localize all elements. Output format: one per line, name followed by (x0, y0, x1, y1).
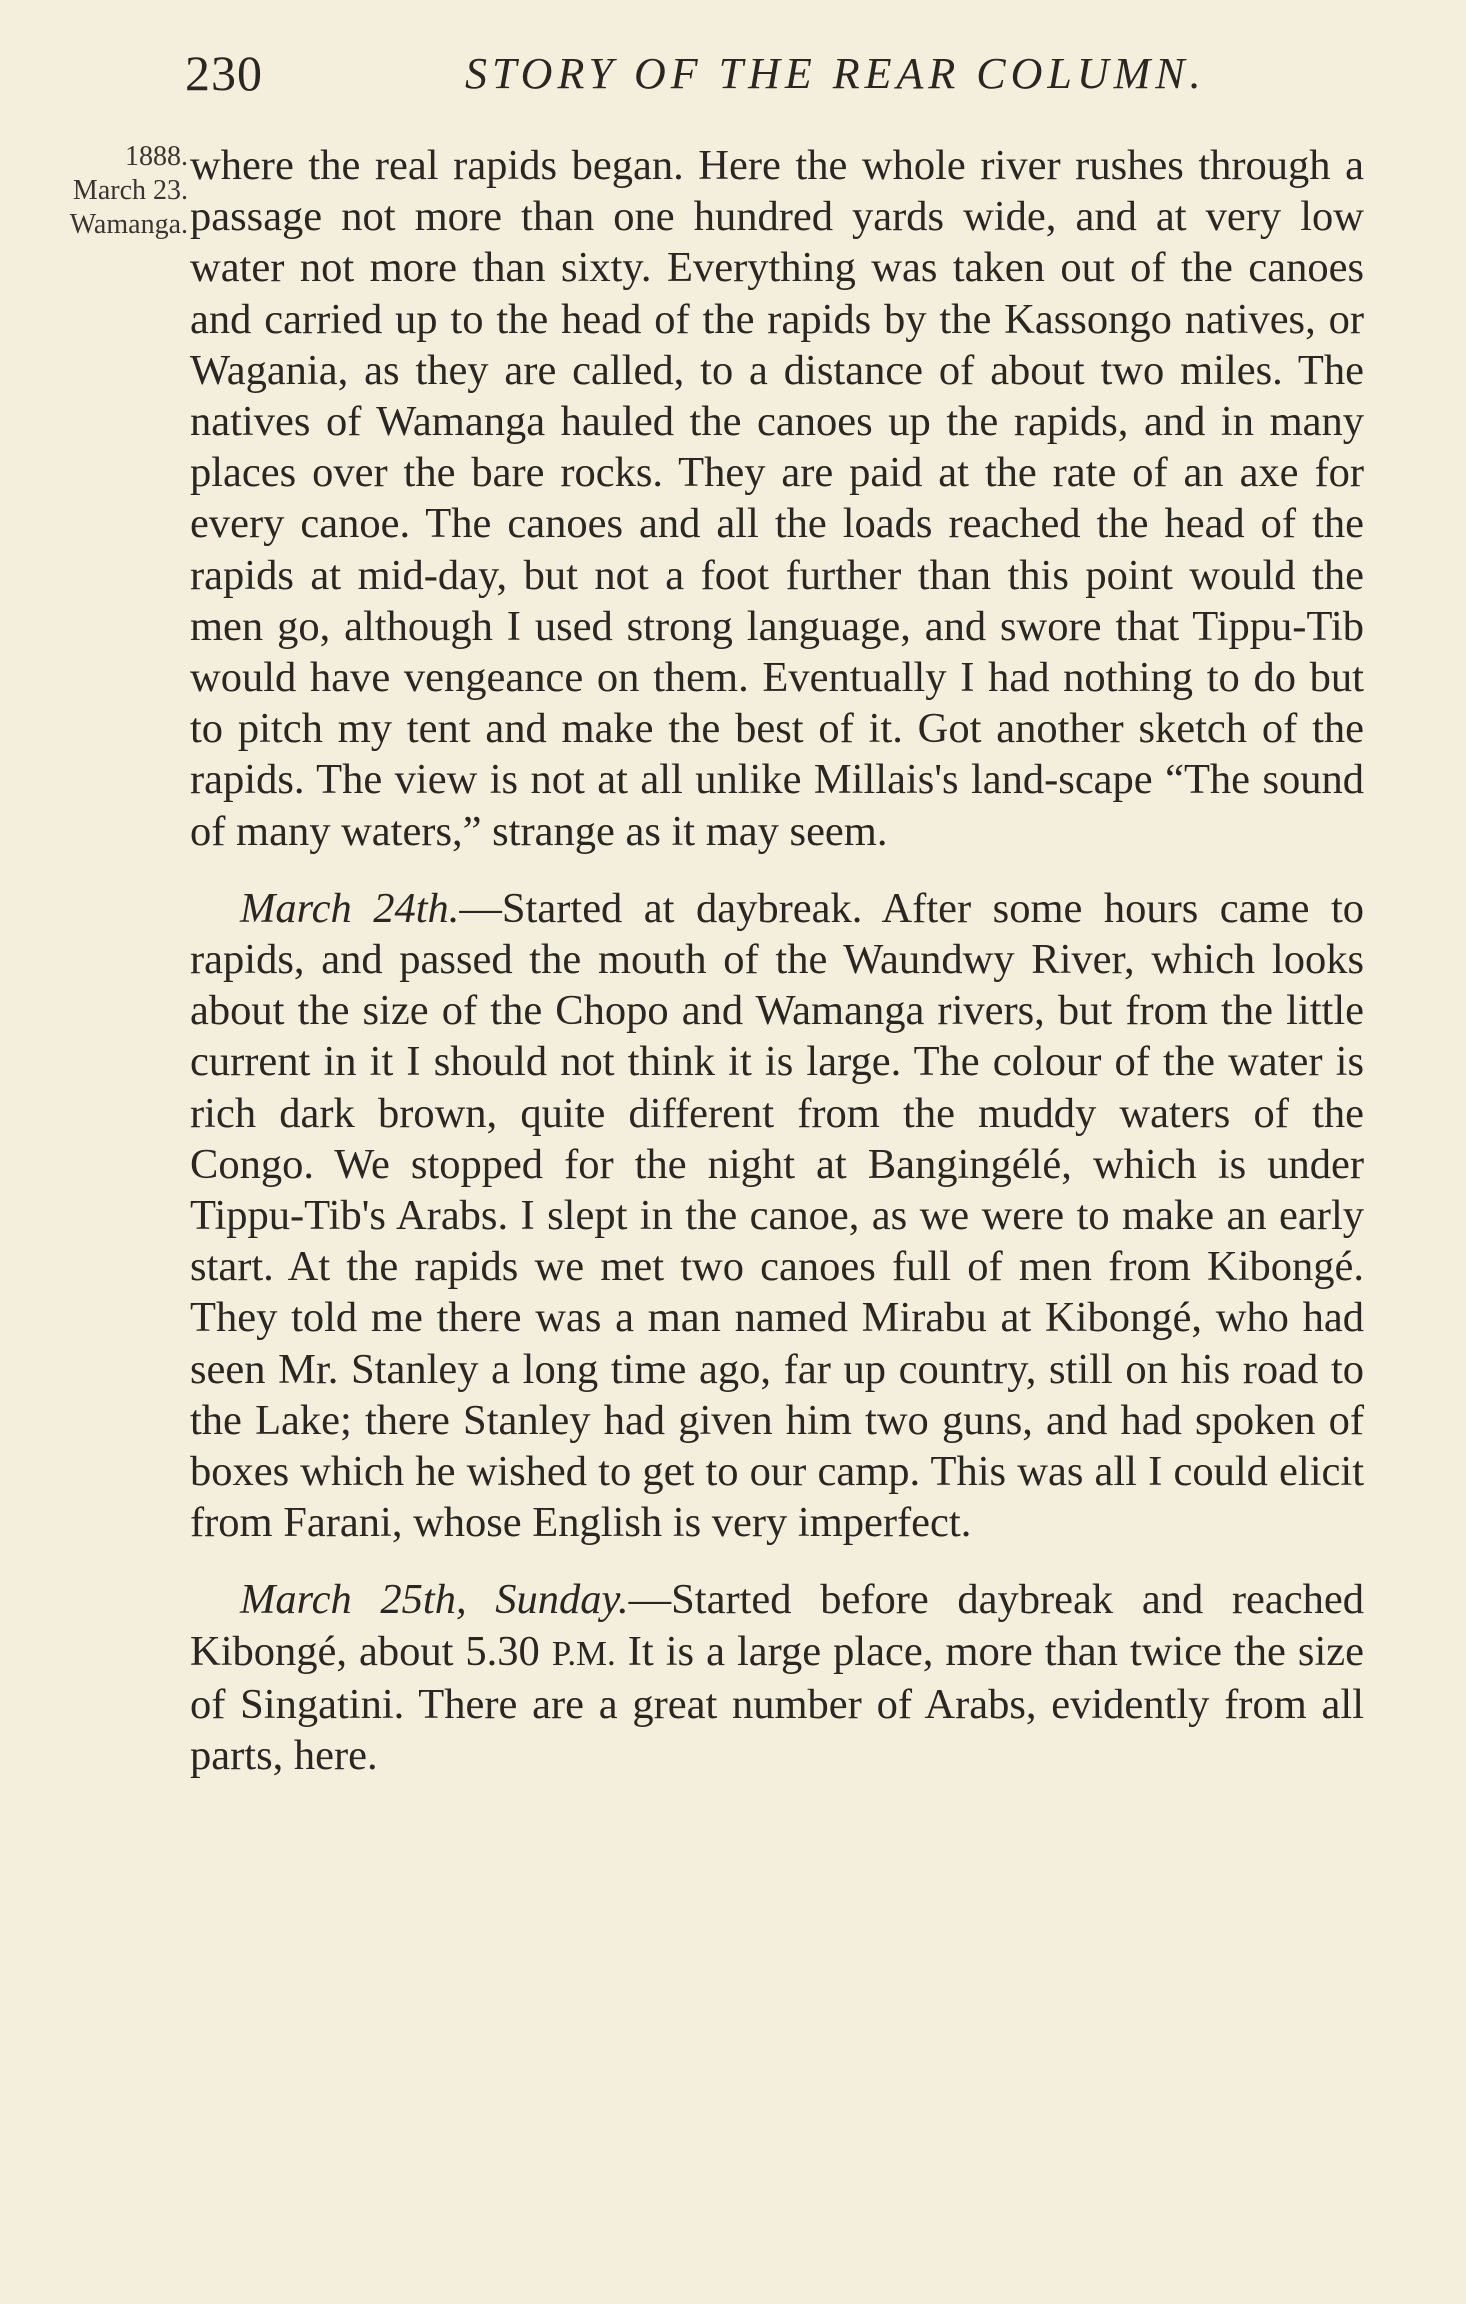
running-title: STORY OF THE REAR COLUMN. (465, 49, 1206, 98)
time-suffix: P.M. (551, 1633, 616, 1673)
paragraph-continuation (190, 140, 1364, 857)
entry-text-continued: It is a large place, more than twice the size of Singatini. There are a great number of Arabs, evidently from all parts, here. (190, 1627, 1364, 1780)
margin-note-date: March 23. (72, 175, 188, 206)
entry-text: —Started at daybreak. After some hours came to rapids, and passed the mouth of the Waundwy River, which looks about the size of the Chopo and Wamanga rivers, but from the little current in it I should not think it is large. The colour of the water is rich dark brown, quite different from the muddy waters of the Congo. We stopped for the night at Bangingélé, which is under Tippu-Tib's Arabs. I slept in the canoe, as we were to make an early start. At the rapids we met two canoes full of men from Kibongé. They told me there was a man named Mirabu at Kibongé, who had seen Mr. Stanley a long time ago, far up country, still on his road to the Lake; there Stanley had given him two guns, and had spoken of boxes which he wished to get to our camp. This was all I could elicit from Farani, whose English is very imperfect. (190, 884, 1364, 1547)
margin-note (8, 140, 188, 242)
running-head (185, 44, 1365, 104)
page-number: 230 (185, 45, 263, 101)
entry-text: —Started before daybreak and reached Kibongé, about 5.30 (190, 1576, 1364, 1675)
entry-date: March 25th, Sunday. (240, 1576, 629, 1624)
margin-note-place: Wamanga. (69, 209, 188, 240)
diary-entry-march-25 (190, 1574, 1364, 1781)
body-text (190, 140, 1364, 1781)
diary-entry-march-24 (190, 883, 1364, 1549)
paragraph-text: where the real rapids began. Here the whole river rushes through a passage not more than one hundred yards wide, and at very low water not more than sixty. Everything was taken out of the canoes and carried up to the head of the rapids by the Kassongo natives, or Wagania, as they are called, to a distance of about two miles. The natives of Wamanga hauled the canoes up the rapids, and in many places over the bare rocks. They are paid at the rate of an axe for every canoe. The canoes and all the loads reached the head of the rapids at mid-day, but not a foot further than this point would the men go, although I used strong language, and swore that Tippu-Tib would have vengeance on them. Eventually I had nothing to do but to pitch my tent and make the best of it. Got another sketch of the rapids. The view is not at all unlike Millais's land-scape “The sound of many waters,” strange as it may seem. (190, 142, 1364, 855)
margin-note-year: 1888. (125, 141, 188, 172)
entry-date: March 24th. (240, 884, 460, 932)
